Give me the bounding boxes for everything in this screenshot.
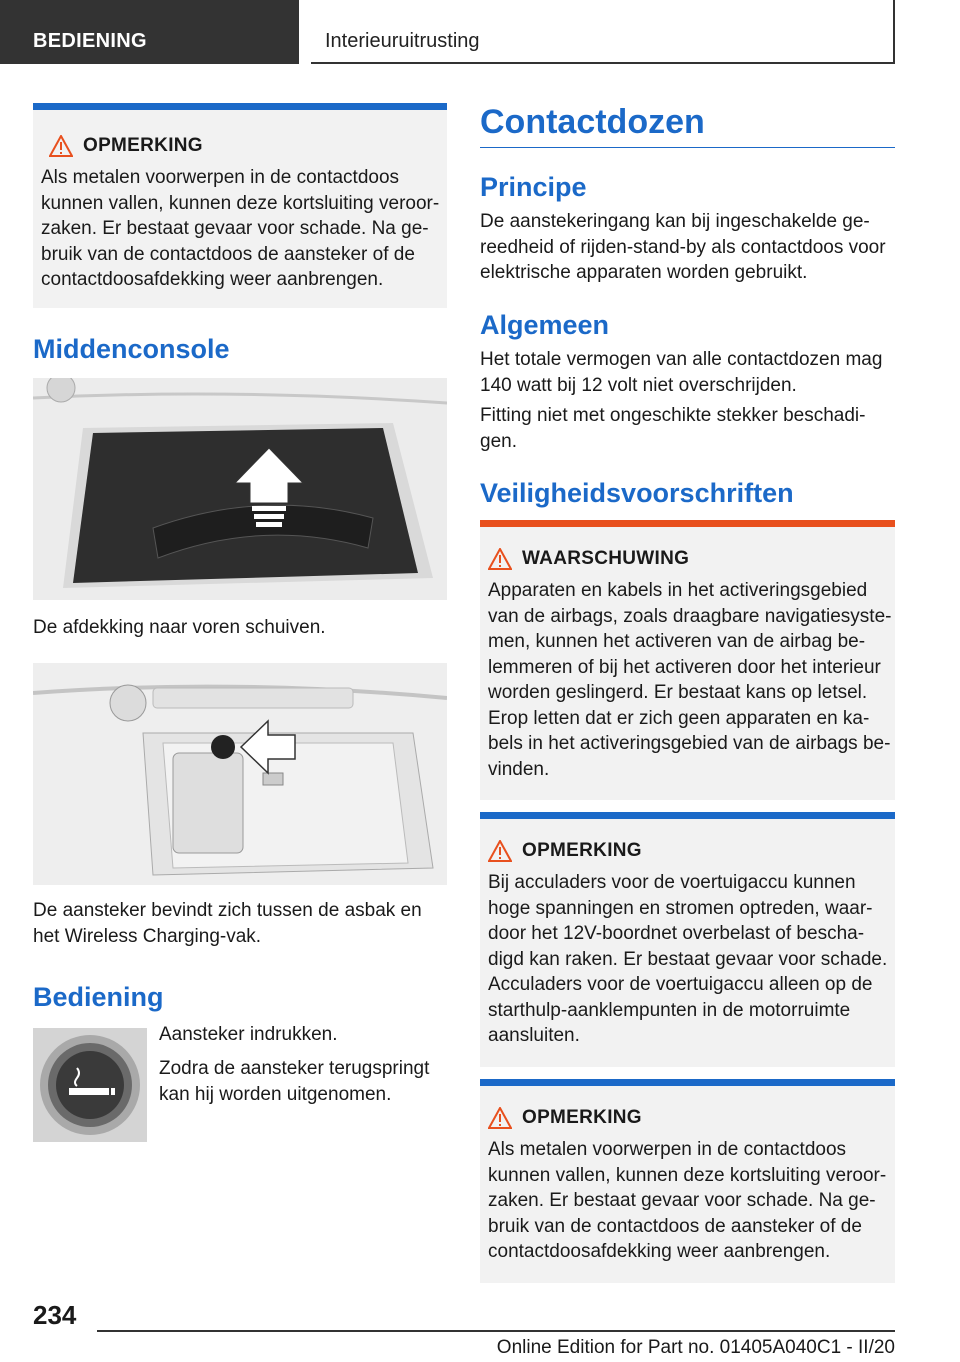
footer-edition: Online Edition for Part no. 01405A040C1 - II/20	[496, 1337, 895, 1358]
notice-bar	[480, 812, 895, 819]
algemeen-text-2: Fitting niet met ongeschikte stekker beschadi- gen.	[480, 405, 866, 452]
warning-box	[480, 520, 895, 800]
bediening-step1: Aansteker indrukken.	[159, 1024, 338, 1045]
heading-middenconsole: Middenconsole	[33, 334, 230, 364]
notice-box-metalen	[480, 1079, 895, 1283]
warning-body: Apparaten en kabels in het activeringsgebied van de airbags, zoals draagbare navigatiesyste- men, kunnen het activeren van de airbag be- lemmeren of bij het activeren door het interieur worden geslingerd. Er bestaat kans op letsel. Erop letten dat er zich geen apparaten en ka- bels in het activeringsgebied van de airbags be- vinden.	[488, 580, 892, 780]
heading-algemeen: Algemeen	[480, 310, 610, 340]
notice-title: OPMERKING	[488, 840, 642, 862]
heading-veiligheid: Veiligheidsvoorschriften	[480, 478, 794, 508]
principe-text: De aanstekeringang kan bij ingeschakelde ge- reedheid of rijden-stand-by als contactdoos voor elektrische apparaten worden gebruikt.	[480, 211, 886, 283]
notice-bar	[480, 1079, 895, 1086]
heading-contactdozen: Contactdozen	[480, 103, 705, 141]
caption-cover: De afdekking naar voren schuiven.	[33, 617, 326, 638]
warning-bar	[480, 520, 895, 527]
notice-box-left	[33, 103, 447, 308]
heading-principe: Principe	[480, 172, 587, 202]
footer-rule	[97, 1330, 895, 1332]
image-lighter-location	[33, 663, 447, 885]
notice-body: Als metalen voorwerpen in de contactdoos kunnen vallen, kunnen deze kortsluiting veroor- zaken. Er bestaat gevaar voor schade. Na ge- bruik van de contactdoos de aansteker of de contactdoosafdekking weer aanbrengen.	[488, 1139, 887, 1262]
notice-title: OPMERKING	[49, 135, 203, 157]
header-section: BEDIENING	[33, 30, 147, 52]
warning-title: WAARSCHUWING	[488, 548, 689, 570]
notice-body: Als metalen voorwerpen in de contactdoos kunnen vallen, kunnen deze kortsluiting veroor- zaken. Er bestaat gevaar voor schade. Na ge- bruik van de contactdoos de aansteker of de contactdoosafdekking weer aanbrengen.	[41, 167, 440, 290]
warning-triangle-icon	[488, 548, 512, 570]
algemeen-text-1: Het totale vermogen van alle contactdozen mag 140 watt bij 12 volt niet overschrijden.	[480, 349, 883, 396]
header-chapter: Interieuruitrusting	[325, 30, 480, 52]
page-number: 234	[33, 1300, 77, 1330]
warning-triangle-icon	[488, 1107, 512, 1129]
warning-triangle-icon	[488, 840, 512, 862]
image-console-cover	[33, 378, 447, 600]
notice-box-acculaders	[480, 812, 895, 1067]
bediening-step2: Zodra de aansteker terugspringt kan hij worden uitgenomen.	[159, 1058, 430, 1105]
notice-body: Bij acculaders voor de voertuigaccu kunnen hoge spanningen en stromen optreden, waar- door het 12V-boordnet overbelast of bescha- digd kan raken. Er bestaat gevaar voor schade. Acculaders voor de voertuigaccu alleen op de starthulp-aanklempunten in de motorruimte aansluiten.	[488, 872, 888, 1046]
image-lighter-button	[33, 1028, 147, 1142]
header-section-tab	[0, 0, 299, 64]
notice-title: OPMERKING	[488, 1107, 642, 1129]
warning-triangle-icon	[49, 135, 73, 157]
notice-bar	[33, 103, 447, 110]
heading-bediening: Bediening	[33, 982, 164, 1012]
header-chapter-tab	[311, 0, 895, 64]
heading-rule	[480, 147, 895, 148]
caption-lighter: De aansteker bevindt zich tussen de asbak en het Wireless Charging-vak.	[33, 900, 422, 947]
